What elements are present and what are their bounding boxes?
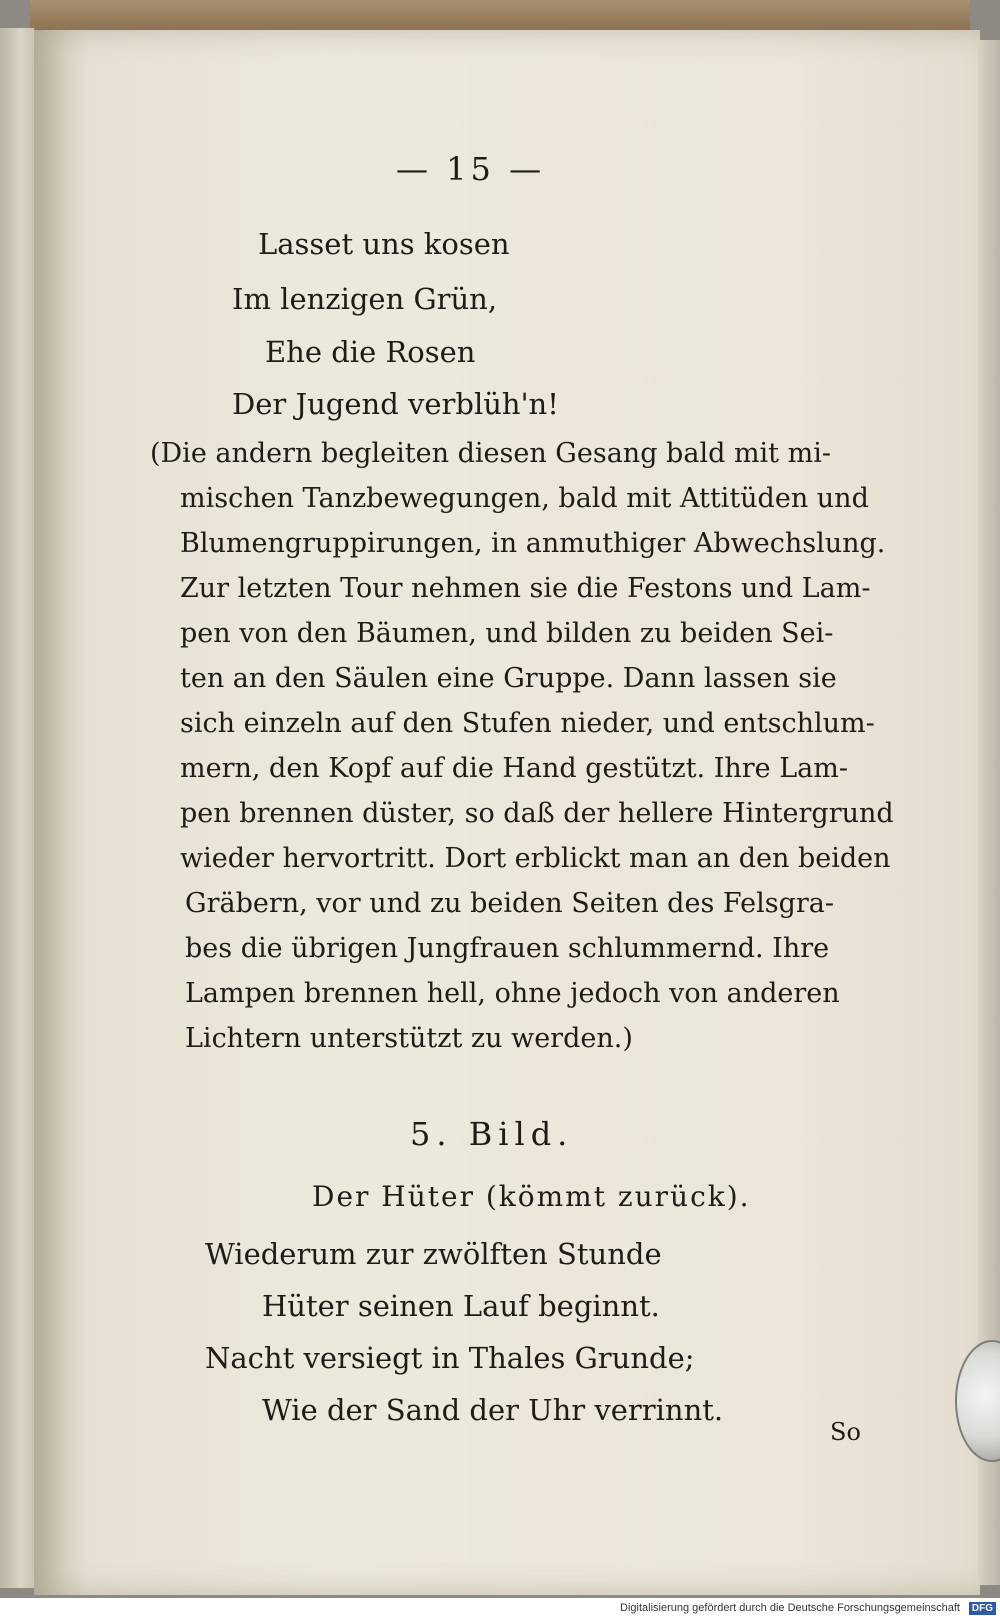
stage-direction-line: Blumengruppirungen, in anmuthiger Abwechslung. xyxy=(180,528,886,559)
verse-line: Ehe die Rosen xyxy=(265,335,476,369)
verse-line: Nacht versiegt in Thales Grunde; xyxy=(205,1341,695,1375)
stage-direction-line: Lichtern unterstützt zu werden.) xyxy=(185,1023,633,1054)
catchword: So xyxy=(830,1418,861,1446)
stage-direction-line: bes die übrigen Jungfrauen schlummernd. Ihre xyxy=(185,933,830,964)
dfg-logo: DFG xyxy=(969,1602,996,1615)
stage-direction-line: (Die andern begleiten diesen Gesang bald mit mi- xyxy=(150,438,831,469)
stage-direction-line: Gräbern, vor und zu beiden Seiten des Felsgra- xyxy=(185,888,835,919)
verse-line: Der Jugend verblüh'n! xyxy=(232,387,559,421)
digitization-credit: Digitalisierung gefördert durch die Deutsche Forschungsgemeinschaft xyxy=(620,1602,960,1614)
verse-line: Wie der Sand der Uhr verrinnt. xyxy=(262,1393,724,1427)
stage-direction-line: wieder hervortritt. Dort erblickt man an den beiden xyxy=(180,843,891,874)
stage-direction-line: Zur letzten Tour nehmen sie die Festons und Lam- xyxy=(180,573,871,604)
stage-direction-line: mischen Tanzbewegungen, bald mit Attitüden und xyxy=(180,483,869,514)
stage-direction-line: mern, den Kopf auf die Hand gestützt. Ihre Lam- xyxy=(180,753,848,784)
speaker-line: Der Hüter (kömmt zurück). xyxy=(312,1180,751,1213)
stage-direction-line: ten an den Säulen eine Gruppe. Dann lassen sie xyxy=(180,663,837,694)
book-cover-top-edge xyxy=(30,0,970,34)
stage-direction-line: Lampen brennen hell, ohne jedoch von anderen xyxy=(185,978,840,1009)
stage-direction-line: pen von den Bäumen, und bilden zu beiden Sei- xyxy=(180,618,834,649)
stage-direction-line: pen brennen düster, so daß der hellere Hintergrund xyxy=(180,798,894,829)
stage-direction-line: sich einzeln auf den Stufen nieder, und entschlum- xyxy=(180,708,875,739)
page-number: — 15 — xyxy=(396,150,546,188)
verse-line: Lasset uns kosen xyxy=(258,227,510,261)
verse-line: Hüter seinen Lauf beginnt. xyxy=(262,1289,660,1323)
verse-line: Wiederum zur zwölften Stunde xyxy=(205,1237,662,1271)
verse-line: Im lenzigen Grün, xyxy=(232,282,498,316)
section-heading: 5. Bild. xyxy=(410,1115,574,1153)
book-gutter-left xyxy=(0,28,35,1588)
